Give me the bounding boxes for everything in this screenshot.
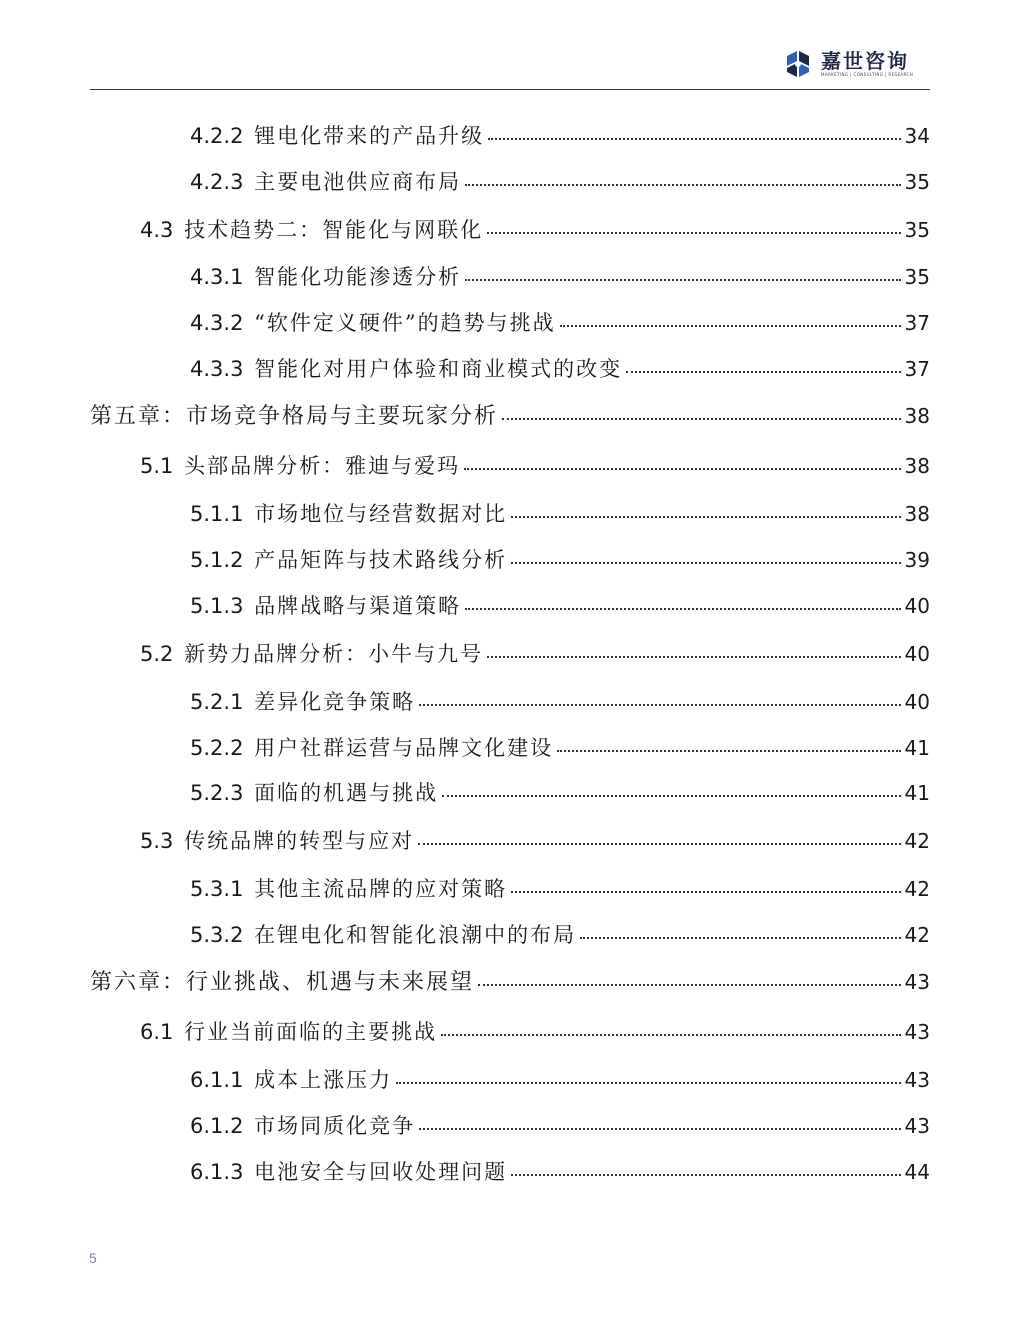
toc-entry-page: 39 <box>904 548 930 572</box>
toc-entry-title: 行业当前面临的主要挑战 <box>184 1020 438 1044</box>
toc-entry-title: 智能化对用户体验和商业模式的改变 <box>254 357 623 381</box>
toc-entry-title: 头部品牌分析：雅迪与爱玛 <box>184 454 461 478</box>
toc-entry[interactable] <box>190 732 930 764</box>
toc-entry[interactable] <box>190 686 930 718</box>
toc-entry-page: 37 <box>904 311 930 335</box>
toc-entry[interactable] <box>190 777 930 809</box>
toc-entry[interactable] <box>90 966 930 998</box>
toc-dot-leader <box>557 750 900 752</box>
toc-dot-leader <box>442 795 900 797</box>
toc-entry[interactable] <box>140 825 930 857</box>
toc-entry[interactable] <box>90 400 930 432</box>
toc-entry-title: 在锂电化和智能化浪潮中的布局 <box>254 923 577 947</box>
toc-entry-number: 6.1.2 <box>190 1114 244 1138</box>
toc-dot-leader <box>441 1034 900 1036</box>
toc-entry-page: 35 <box>904 265 930 289</box>
toc-dot-leader <box>465 184 900 186</box>
toc-dot-leader <box>418 843 900 845</box>
toc-entry-text <box>190 873 507 905</box>
toc-entry-number: 5.2.2 <box>190 736 244 760</box>
toc-dot-leader <box>511 891 900 893</box>
toc-entry-page: 40 <box>904 594 930 618</box>
toc-entry-text <box>140 638 483 670</box>
toc-entry[interactable] <box>140 214 930 246</box>
toc-entry-page: 40 <box>904 642 930 666</box>
toc-entry-page: 35 <box>904 170 930 194</box>
toc-entry-text <box>190 1110 415 1142</box>
toc-dot-leader <box>511 516 900 518</box>
toc-dot-leader <box>488 138 900 140</box>
toc-entry-text <box>190 166 461 198</box>
toc-entry-number: 5.1.2 <box>190 548 244 572</box>
toc-entry-page: 38 <box>904 454 930 478</box>
toc-entry[interactable] <box>140 450 930 482</box>
toc-entry[interactable] <box>140 638 930 670</box>
toc-entry-text <box>190 544 507 576</box>
toc-entry-title: 用户社群运营与品牌文化建设 <box>254 736 554 760</box>
toc-entry-title: 产品矩阵与技术路线分析 <box>254 548 508 572</box>
toc-entry-text <box>190 732 553 764</box>
toc-entry-title: 品牌战略与渠道策略 <box>254 594 462 618</box>
toc-dot-leader <box>487 656 900 658</box>
toc-entry-number: 4.3.1 <box>190 265 244 289</box>
toc-entry-title: “软件定义硬件”的趋势与挑战 <box>254 311 556 335</box>
toc-entry-text <box>190 919 576 951</box>
toc-entry-text <box>190 590 461 622</box>
toc-entry-number: 5.1.3 <box>190 594 244 618</box>
toc-dot-leader <box>487 232 900 234</box>
toc-entry-number: 5.2.1 <box>190 690 244 714</box>
toc-entry-title: 新势力品牌分析：小牛与九号 <box>184 642 484 666</box>
toc-entry[interactable] <box>190 498 930 530</box>
toc-entry[interactable] <box>190 590 930 622</box>
toc-entry[interactable] <box>190 1156 930 1188</box>
toc-entry-number: 5.1.1 <box>190 502 244 526</box>
toc-entry-title: 电池安全与回收处理问题 <box>254 1160 508 1184</box>
toc-entry-number: 6.1.1 <box>190 1068 244 1092</box>
toc-entry-text <box>190 120 484 152</box>
toc-entry-text <box>190 777 438 809</box>
toc-dot-leader <box>560 325 901 327</box>
toc-entry[interactable] <box>190 873 930 905</box>
toc-entry-title: 智能化功能渗透分析 <box>254 265 462 289</box>
toc-entry-text <box>140 1016 437 1048</box>
toc-entry-title: 技术趋势二：智能化与网联化 <box>184 218 484 242</box>
toc-entry-number: 6.1 <box>140 1020 174 1044</box>
toc-entry-number: 5.1 <box>140 454 174 478</box>
toc-entry-text <box>140 825 414 857</box>
toc-entry-page: 42 <box>904 877 930 901</box>
toc-entry[interactable] <box>190 1110 930 1142</box>
toc-entry-page: 41 <box>904 736 930 760</box>
toc-entry-text <box>90 967 474 999</box>
toc-entry-number: 4.2.3 <box>190 170 244 194</box>
toc-entry-title: 面临的机遇与挑战 <box>254 781 439 805</box>
toc-entry-number: 5.2 <box>140 642 174 666</box>
toc-dot-leader <box>419 1128 900 1130</box>
toc-dot-leader <box>464 468 900 470</box>
toc-dot-leader <box>511 1174 900 1176</box>
toc-entry-number: 5.3.1 <box>190 877 244 901</box>
toc-dot-leader <box>478 984 901 986</box>
toc-entry-text <box>140 214 483 246</box>
toc-entry[interactable] <box>190 120 930 152</box>
toc-entry[interactable] <box>140 1016 930 1048</box>
toc-entry-number: 5.3.2 <box>190 923 244 947</box>
toc-entry-title: 其他主流品牌的应对策略 <box>254 877 508 901</box>
toc-entry-page: 35 <box>904 218 930 242</box>
toc-entry-text <box>190 261 461 293</box>
toc-entry-page: 38 <box>904 404 930 428</box>
toc-entry-page: 43 <box>904 1114 930 1138</box>
toc-dot-leader <box>502 418 901 420</box>
toc-dot-leader <box>465 608 900 610</box>
toc-entry-text <box>140 450 460 482</box>
toc-entry[interactable] <box>190 919 930 951</box>
toc-entry-page: 42 <box>904 923 930 947</box>
toc-entry-page: 34 <box>904 124 930 148</box>
toc-dot-leader <box>419 704 900 706</box>
toc-entry-text <box>190 498 507 530</box>
toc-entry-page: 38 <box>904 502 930 526</box>
toc-entry[interactable] <box>190 261 930 293</box>
logo-name: 嘉世咨询 <box>821 49 909 73</box>
toc-entry-title: 差异化竞争策略 <box>254 690 416 714</box>
toc-entry-text <box>190 353 622 385</box>
toc-entry-title: 第五章：市场竞争格局与主要玩家分析 <box>90 404 499 429</box>
toc-entry-text <box>190 686 415 718</box>
toc-entry-title: 第六章：行业挑战、机遇与未来展望 <box>90 970 475 995</box>
toc-entry[interactable] <box>190 166 930 198</box>
logo-tagline: MARKETING | CONSULTING | RESEARCH <box>821 72 914 77</box>
toc-entry-page: 42 <box>904 829 930 853</box>
toc-entry[interactable] <box>190 307 930 339</box>
toc-entry-page: 43 <box>904 1020 930 1044</box>
toc-entry[interactable] <box>190 1064 930 1096</box>
toc-entry-title: 市场地位与经营数据对比 <box>254 502 508 526</box>
toc-entry-title: 市场同质化竞争 <box>254 1114 416 1138</box>
toc-entry-text <box>90 401 498 433</box>
page-number: 5 <box>89 1250 97 1266</box>
toc-entry-text <box>190 307 556 339</box>
toc-entry-text <box>190 1064 392 1096</box>
toc-entry[interactable] <box>190 544 930 576</box>
toc-entry-number: 4.2.2 <box>190 124 244 148</box>
toc-entry-page: 37 <box>904 357 930 381</box>
toc-entry-page: 44 <box>904 1160 930 1184</box>
toc-entry-page: 41 <box>904 781 930 805</box>
toc-entry-number: 4.3.3 <box>190 357 244 381</box>
toc-entry-title: 成本上涨压力 <box>254 1068 393 1092</box>
toc-entry-page: 40 <box>904 690 930 714</box>
toc-entry-page: 43 <box>904 970 930 994</box>
toc-entry-title: 主要电池供应商布局 <box>254 170 462 194</box>
toc-entry-number: 4.3 <box>140 218 174 242</box>
toc-entry-number: 4.3.2 <box>190 311 244 335</box>
toc-dot-leader <box>465 279 900 281</box>
toc-entry-number: 5.3 <box>140 829 174 853</box>
toc-entry-page: 43 <box>904 1068 930 1092</box>
toc-entry-number: 5.2.3 <box>190 781 244 805</box>
toc-entry-text <box>190 1156 507 1188</box>
toc-entry[interactable] <box>190 353 930 385</box>
toc-dot-leader <box>396 1082 900 1084</box>
toc-dot-leader <box>580 937 900 939</box>
toc-entry-title: 传统品牌的转型与应对 <box>184 829 415 853</box>
toc-entry-title: 锂电化带来的产品升级 <box>254 124 485 148</box>
toc-dot-leader <box>511 562 900 564</box>
toc-entry-number: 6.1.3 <box>190 1160 244 1184</box>
toc-dot-leader <box>626 371 900 373</box>
